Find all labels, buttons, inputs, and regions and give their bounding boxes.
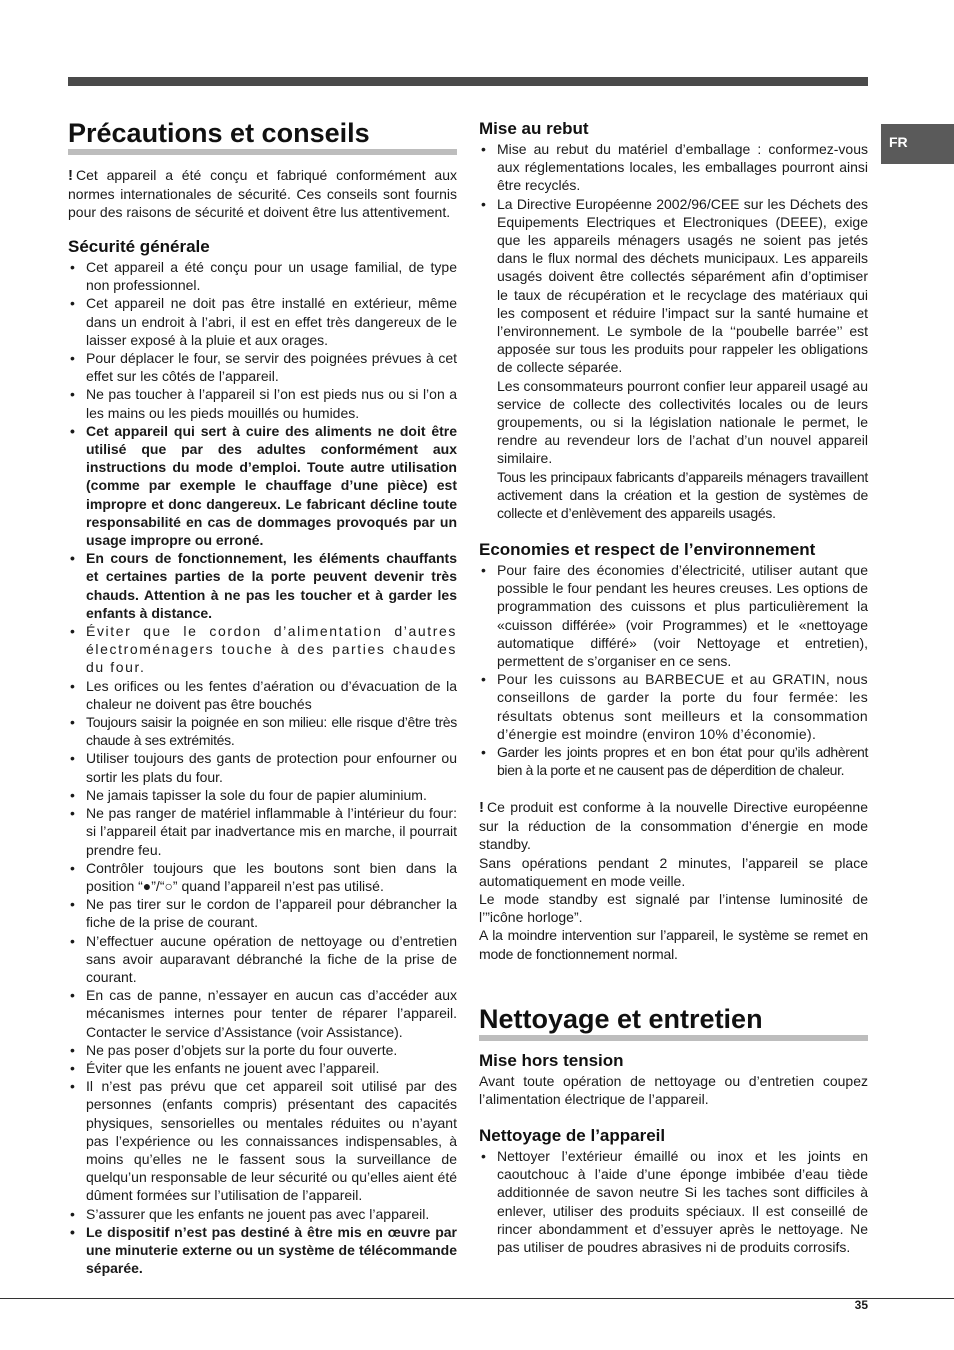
disposal-collection-text: Les consommateurs pourront confier leur appareil usagé au service de collecte des collectivités locales ou de leurs groupements, ou si la législation nationale le permet, le rendre au revendeur lors de l’achat d’un nouvel appareil similaire.	[497, 377, 868, 467]
disposal-list	[479, 140, 868, 522]
list-item: • En cours de fonctionnement, les éléments chauffants et certaines parties de la porte peuvent devenir très chauds. Attention à ne pas les toucher et à garder les enfants à distance.	[68, 549, 457, 622]
language-tab: FR	[881, 124, 954, 164]
list-item: • Cet appareil ne doit pas être installé en extérieur, même dans un endroit à l’abri, il est en effet très dangereux de le laisser exposé à la pluie et aux orages.	[68, 294, 457, 349]
heading-general-safety: Sécurité générale	[68, 237, 210, 256]
list-item: • Le dispositif n’est pas destiné à être mis en œuvre par une minuterie externe ou un système de télécommande séparée.	[68, 1223, 457, 1278]
heading-disposal: Mise au rebut	[479, 119, 589, 138]
page-number: 35	[854, 1298, 868, 1312]
list-item: • Éviter que le cordon d’alimentation d’autres électroménagers touche à des parties chaudes du four.	[68, 622, 457, 677]
list-item: • En cas de panne, n’essayer en aucun cas d’accéder aux mécanismes internes pour tenter de réparer l’appareil. Contacter le service d’Assistance (voir Assistance).	[68, 986, 457, 1041]
list-item: • Nettoyer l’extérieur émaillé ou inox et les joints en caoutchouc à l’aide d’une éponge imbibée d’eau tiède additionnée de savon neutre Si les taches sont difficiles à enlever, utiliser des produits spéciaux. Il est conseillé de rincer abondamment et d’essuyer après le nettoyage. Ne pas utiliser de poudres abrasives ni de produits corrosifs.	[479, 1147, 868, 1256]
list-item	[479, 195, 868, 523]
list-item: • Ne pas ranger de matériel inflammable à l’intérieur du four: si l’appareil était par inadvertance mis en marche, il pourrait prendre feu.	[68, 804, 457, 859]
standby-note-text: Sans opérations pendant 2 minutes, l’appareil se place automatiquement en mode veille.	[479, 854, 868, 889]
standby-note	[479, 798, 868, 963]
footer-rule	[0, 1298, 954, 1299]
list-item: • Garder les joints propres et en bon état pour qu’ils adhèrent bien à la porte et ne causent pas de déperdition de chaleur.	[479, 743, 868, 779]
heading-power-off: Mise hors tension	[479, 1051, 624, 1070]
appliance-cleaning-list	[479, 1147, 868, 1256]
standby-note-text: Le mode standby est signalé par l’intense luminosité de l’”icône horloge”.	[479, 891, 868, 926]
list-item: • Contrôler toujours que les boutons sont bien dans la position “●”/“○” quand l’appareil n’est pas utilisé.	[68, 859, 457, 895]
economy-list	[479, 561, 868, 779]
list-item: • Ne jamais tapisser la sole du four de papier aluminium.	[68, 786, 457, 804]
standby-note-text: A la moindre intervention sur l’appareil, le système se remet en mode de fonctionnement normal.	[479, 927, 868, 962]
list-item: • Pour les cuissons au BARBECUE et au GRATIN, nous conseillons de garder la porte du four fermée: les résultats obtenus sont meilleurs et la consommation d’énergie est moindre (environ 10% d’économie).	[479, 670, 868, 743]
list-item: • Toujours saisir la poignée en son milieu: elle risque d’être très chaude à ses extrémités.	[68, 713, 457, 749]
list-item: • Ne pas poser d’objets sur la porte du four ouverte.	[68, 1041, 457, 1059]
general-safety-list	[68, 258, 457, 1277]
list-item: • Éviter que les enfants ne jouent avec l’appareil.	[68, 1059, 457, 1077]
list-item: • Pour déplacer le four, se servir des poignées prévues à cet effet sur les côtés de l’appareil.	[68, 349, 457, 385]
disposal-weee-text: • La Directive Européenne 2002/96/CEE sur les Déchets des Equipements Electriques et Electroniques (DEEE), exige que les appareils ménagers usagés ne soient pas jetés dans le flux normal des déchets municipaux. Les appareils usagés doivent être collectés séparément afin d’optimiser le taux de récupération et le recyclage des matériaux qui les composent et réduire l’impact sur la santé humaine et l’environnement. Le symbole de la ‘‘poubelle barrée’’ est apposée sur tous les produits pour rappeler les obligations de collecte séparée.	[497, 195, 868, 376]
warning-icon: !	[479, 799, 484, 816]
list-item: • Les orifices ou les fentes d’aération ou d’évacuation de la chaleur ne doivent pas être bouchés	[68, 677, 457, 713]
warning-icon: !	[68, 167, 73, 184]
power-off-text: Avant toute opération de nettoyage ou d’entretien coupez l’alimentation électrique de l’appareil.	[479, 1073, 868, 1108]
standby-note-text: Ce produit est conforme à la nouvelle Directive européenne sur la réduction de la consommation d’énergie en mode standby.	[479, 799, 868, 853]
list-item: • Utiliser toujours des gants de protection pour enfourner ou sortir les plats du four.	[68, 749, 457, 785]
list-item: • N’effectuer aucune opération de nettoyage ou d’entretien sans avoir auparavant débranché la fiche de la prise de courant.	[68, 932, 457, 987]
header-rule	[68, 77, 868, 86]
heading-appliance-cleaning: Nettoyage de l’appareil	[479, 1126, 666, 1145]
list-item: • Il n’est pas prévu que cet appareil soit utilisé par des personnes (enfants compris) présentant des capacités physiques, sensorielles ou mentales réduites ou n’ayant pas l’expérience ou les connaissances indispensables, à moins qu’elles ne le fassent sous la surveillance de quelqu’un responsable de leur sécurité ou qu’elles aient été dûment formées sur l’utilisation de l’appareil.	[68, 1077, 457, 1204]
list-item: • Pour faire des économies d’électricité, utiliser autant que possible le four pendant les heures creuses. Les options de programmation des cuissons et plus particulièrement la «cuisson différée» (voir Programmes) et le «nettoyage automatique différé» (voir Nettoyage et entretien), permettent de s’organiser en ce sens.	[479, 561, 868, 670]
intro-paragraph	[68, 166, 457, 222]
intro-text: Cet appareil a été conçu et fabriqué conformément aux normes internationales de sécurité. Ces conseils sont fournis pour des raisons de sécurité et doivent être lus attentivement.	[68, 167, 457, 221]
section-title-precautions: Précautions et conseils	[68, 118, 457, 155]
list-item: • Cet appareil qui sert à cuire des aliments ne doit être utilisé que par des adultes conformément aux instructions du mode d’emploi. Toute autre utilisation (comme par exemple le chauffage d’une pièce) est impropre et donc dangereux. Le fabricant décline toute responsabilité en cas de dommages provoqués par un usage impropre ou erroné.	[68, 422, 457, 549]
disposal-manufacturers-text: Tous les principaux fabricants d’appareils ménagers travaillent activement dans la création et la gestion de systèmes de collecte et d’enlèvement des appareils usagés.	[497, 468, 868, 522]
heading-economy: Economies et respect de l’environnement	[479, 540, 816, 559]
list-item: • Ne pas tirer sur le cordon de l’appareil pour débrancher la fiche de la prise de courant.	[68, 895, 457, 931]
section-title-cleaning: Nettoyage et entretien	[479, 1004, 868, 1041]
list-item: • Mise au rebut du matériel d’emballage : conformez-vous aux réglementations locales, les emballages pourront ainsi être recyclés.	[479, 140, 868, 195]
list-item: • Ne pas toucher à l’appareil si l’on est pieds nus ou si l’on a les mains ou les pieds mouillés ou humides.	[68, 385, 457, 421]
list-item: • S’assurer que les enfants ne jouent pas avec l’appareil.	[68, 1205, 457, 1223]
list-item: • Cet appareil a été conçu pour un usage familial, de type non professionnel.	[68, 258, 457, 294]
